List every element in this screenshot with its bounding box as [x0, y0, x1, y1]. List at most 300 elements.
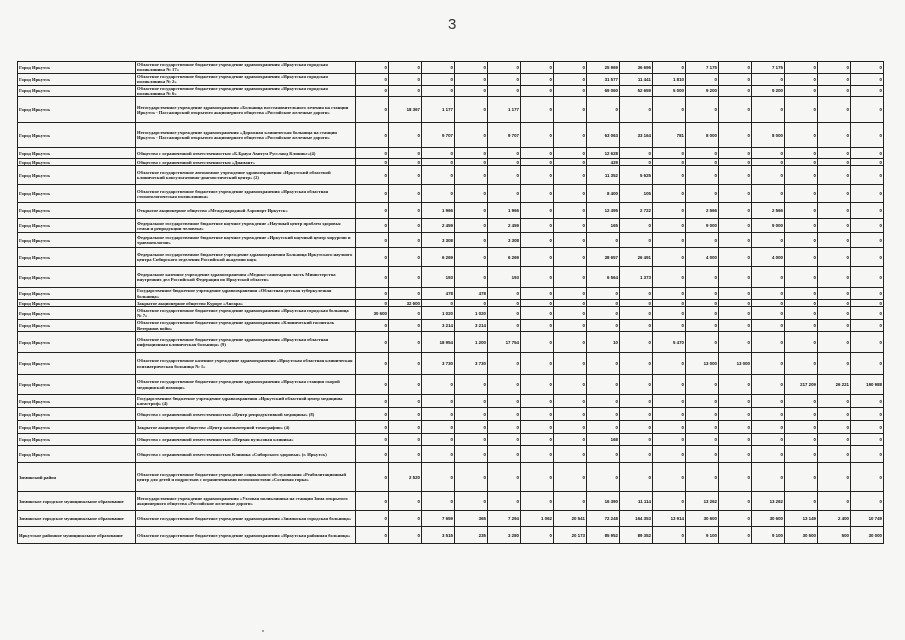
page-number: 3: [448, 16, 457, 33]
territory-cell: Город Иркутск: [18, 97, 136, 123]
value-cell: 0: [719, 463, 752, 492]
territory-cell: Зиминское городское муниципальное образование: [18, 511, 136, 527]
value-cell: 20 541: [554, 511, 587, 527]
value-cell: 0: [587, 463, 620, 492]
table-row: [18, 421, 884, 434]
value-cell: 0: [851, 62, 884, 74]
value-cell: 0: [521, 62, 554, 74]
value-cell: 17 754: [488, 332, 521, 353]
value-cell: 0: [719, 511, 752, 527]
value-cell: 0: [752, 463, 785, 492]
value-cell: 7 175: [752, 62, 785, 74]
value-cell: 0: [785, 166, 818, 185]
value-cell: 0: [455, 300, 488, 307]
value-cell: 0: [653, 166, 686, 185]
value-cell: 0: [653, 159, 686, 166]
value-cell: 0: [356, 375, 389, 395]
territory-cell: Город Иркутск: [18, 307, 136, 320]
territory-cell: Город Иркутск: [18, 353, 136, 375]
value-cell: 0: [521, 408, 554, 421]
value-cell: 13 000: [686, 353, 719, 375]
value-cell: 9 000: [686, 219, 719, 233]
value-cell: 0: [851, 73, 884, 85]
value-cell: 0: [554, 248, 587, 267]
value-cell: 0: [455, 408, 488, 421]
value-cell: 0: [422, 463, 455, 492]
value-cell: 0: [422, 446, 455, 463]
organization-cell: Общество с ограниченной ответственностью «Центр репродуктивной медицины» (8): [136, 408, 356, 421]
value-cell: 0: [620, 434, 653, 446]
table-row: [18, 62, 884, 74]
value-cell: 0: [554, 185, 587, 203]
organization-cell: Областное государственное бюджетное учреждение социального обслуживания «Реабилитационный центр для детей и подростков с ограниченными возможностями «Сосновая горка»: [136, 463, 356, 492]
value-cell: 0: [488, 434, 521, 446]
value-cell: 0: [455, 73, 488, 85]
value-cell: 0: [785, 248, 818, 267]
value-cell: 0: [356, 434, 389, 446]
value-cell: 0: [455, 159, 488, 166]
value-cell: 0: [653, 203, 686, 219]
value-cell: 0: [818, 307, 851, 320]
value-cell: 30 600: [752, 511, 785, 527]
value-cell: 2 722: [620, 203, 653, 219]
value-cell: 0: [521, 73, 554, 85]
value-cell: 0: [752, 148, 785, 159]
value-cell: 0: [785, 463, 818, 492]
value-cell: 0: [719, 248, 752, 267]
value-cell: 0: [422, 148, 455, 159]
value-cell: 0: [554, 421, 587, 434]
value-cell: 11 114: [620, 492, 653, 511]
territory-cell: Город Иркутск: [18, 185, 136, 203]
value-cell: 1 020: [455, 307, 488, 320]
value-cell: 0: [719, 62, 752, 74]
organization-cell: Федеральное государственное бюджетное научное учреждение «Иркутский научный центр хирургии и травматологии»: [136, 233, 356, 248]
value-cell: 0: [554, 332, 587, 353]
value-cell: 0: [785, 159, 818, 166]
value-cell: 165: [587, 219, 620, 233]
table-row: [18, 353, 884, 375]
value-cell: 0: [653, 62, 686, 74]
value-cell: 0: [587, 375, 620, 395]
value-cell: 0: [389, 73, 422, 85]
value-cell: 0: [686, 185, 719, 203]
value-cell: 0: [488, 166, 521, 185]
value-cell: 0: [818, 288, 851, 300]
value-cell: 0: [719, 332, 752, 353]
value-cell: 0: [620, 300, 653, 307]
organization-cell: Государственное бюджетное учреждение здравоохранения «Иркутский областной центр медицины катастроф» (4): [136, 395, 356, 408]
table-row: [18, 463, 884, 492]
organization-cell: Общество с ограниченной ответственностью «Диамант»: [136, 159, 356, 166]
value-cell: 0: [686, 332, 719, 353]
value-cell: 13 149: [785, 511, 818, 527]
value-cell: 0: [554, 267, 587, 288]
value-cell: 0: [719, 85, 752, 97]
value-cell: 0: [719, 166, 752, 185]
value-cell: 0: [719, 97, 752, 123]
value-cell: 0: [686, 267, 719, 288]
organization-cell: Федеральное казенное учреждение здравоохранения «Медико-санитарная часть Министерства внутренних дел Российской Федерации по Иркутской области»: [136, 267, 356, 288]
value-cell: 0: [653, 421, 686, 434]
value-cell: 105: [620, 185, 653, 203]
value-cell: 0: [389, 307, 422, 320]
value-cell: 0: [389, 527, 422, 544]
table-row: [18, 73, 884, 85]
value-cell: 0: [818, 353, 851, 375]
territory-cell: Город Иркутск: [18, 408, 136, 421]
value-cell: 0: [389, 123, 422, 148]
value-cell: 9 100: [686, 527, 719, 544]
value-cell: 0: [554, 288, 587, 300]
table-row: [18, 185, 884, 203]
value-cell: 0: [389, 148, 422, 159]
value-cell: 0: [851, 219, 884, 233]
value-cell: 20 173: [554, 527, 587, 544]
value-cell: 0: [356, 73, 389, 85]
value-cell: 0: [851, 233, 884, 248]
value-cell: 164 353: [620, 511, 653, 527]
value-cell: 0: [653, 219, 686, 233]
value-cell: 0: [818, 248, 851, 267]
value-cell: 0: [356, 300, 389, 307]
value-cell: 235: [455, 527, 488, 544]
value-cell: 0: [356, 421, 389, 434]
territory-cell: Город Иркутск: [18, 332, 136, 353]
value-cell: 0: [356, 185, 389, 203]
value-cell: 72 248: [587, 511, 620, 527]
organization-cell: Общество с ограниченной ответственностью «Первая пульсовая клиника»: [136, 434, 356, 446]
value-cell: 0: [455, 148, 488, 159]
value-cell: 0: [752, 166, 785, 185]
value-cell: 0: [653, 320, 686, 332]
value-cell: 0: [719, 233, 752, 248]
value-cell: 0: [521, 233, 554, 248]
value-cell: 10 749: [851, 511, 884, 527]
value-cell: 3 280: [488, 527, 521, 544]
value-cell: 0: [356, 288, 389, 300]
value-cell: 0: [851, 446, 884, 463]
value-cell: 5 000: [653, 85, 686, 97]
value-cell: 0: [752, 446, 785, 463]
value-cell: 0: [356, 166, 389, 185]
value-cell: 0: [422, 421, 455, 434]
value-cell: 30 600: [356, 307, 389, 320]
value-cell: 0: [587, 97, 620, 123]
value-cell: 0: [554, 97, 587, 123]
value-cell: 5 625: [620, 166, 653, 185]
value-cell: 0: [818, 159, 851, 166]
value-cell: 0: [554, 463, 587, 492]
value-cell: 0: [752, 307, 785, 320]
value-cell: 0: [356, 219, 389, 233]
value-cell: 69 060: [587, 85, 620, 97]
value-cell: 0: [818, 233, 851, 248]
territory-cell: Город Иркутск: [18, 421, 136, 434]
value-cell: 0: [719, 527, 752, 544]
value-cell: 0: [851, 123, 884, 148]
territory-cell: Город Иркутск: [18, 395, 136, 408]
value-cell: 0: [653, 375, 686, 395]
value-cell: 0: [488, 288, 521, 300]
value-cell: 0: [752, 185, 785, 203]
value-cell: 0: [719, 123, 752, 148]
value-cell: 0: [389, 353, 422, 375]
value-cell: 0: [521, 159, 554, 166]
value-cell: 0: [554, 446, 587, 463]
value-cell: 0: [752, 375, 785, 395]
value-cell: 0: [554, 203, 587, 219]
value-cell: 0: [851, 307, 884, 320]
value-cell: 5 470: [653, 332, 686, 353]
value-cell: 0: [554, 434, 587, 446]
value-cell: 0: [521, 288, 554, 300]
value-cell: 0: [851, 353, 884, 375]
value-cell: 0: [554, 85, 587, 97]
value-cell: 0: [455, 166, 488, 185]
value-cell: 52 659: [620, 85, 653, 97]
value-cell: 0: [818, 85, 851, 97]
value-cell: 0: [455, 85, 488, 97]
value-cell: 478: [422, 288, 455, 300]
value-cell: 0: [521, 353, 554, 375]
value-cell: 217 209: [785, 375, 818, 395]
territory-cell: Город Иркутск: [18, 233, 136, 248]
value-cell: 3 515: [422, 527, 455, 544]
value-cell: 0: [422, 408, 455, 421]
value-cell: 36 696: [620, 62, 653, 74]
value-cell: 0: [686, 148, 719, 159]
value-cell: 0: [686, 463, 719, 492]
value-cell: 0: [719, 421, 752, 434]
value-cell: 0: [653, 148, 686, 159]
value-cell: 0: [686, 434, 719, 446]
value-cell: 0: [554, 148, 587, 159]
value-cell: 0: [389, 248, 422, 267]
value-cell: 0: [554, 300, 587, 307]
value-cell: 0: [686, 408, 719, 421]
value-cell: 0: [488, 492, 521, 511]
value-cell: 0: [785, 185, 818, 203]
value-cell: 0: [785, 320, 818, 332]
value-cell: 0: [554, 219, 587, 233]
value-cell: 0: [455, 492, 488, 511]
value-cell: 0: [785, 123, 818, 148]
value-cell: 9 707: [422, 123, 455, 148]
value-cell: 0: [389, 166, 422, 185]
value-cell: 0: [521, 446, 554, 463]
territory-cell: Город Иркутск: [18, 123, 136, 148]
value-cell: 0: [620, 97, 653, 123]
value-cell: 13 914: [653, 511, 686, 527]
value-cell: 0: [719, 492, 752, 511]
value-cell: 0: [488, 421, 521, 434]
table-row: [18, 203, 884, 219]
value-cell: 0: [818, 267, 851, 288]
value-cell: 0: [785, 434, 818, 446]
table-row: [18, 395, 884, 408]
value-cell: 0: [455, 97, 488, 123]
value-cell: 0: [389, 408, 422, 421]
value-cell: 0: [752, 233, 785, 248]
organization-cell: Областное государственное автономное учреждение здравоохранения «Иркутский областной клинический консультативно-диагностический центр» (2): [136, 166, 356, 185]
value-cell: 0: [488, 148, 521, 159]
value-cell: 0: [488, 85, 521, 97]
value-cell: 0: [422, 166, 455, 185]
organization-cell: Областное государственное бюджетное учреждение здравоохранения «Иркутская городская поликлиника № 6»: [136, 85, 356, 97]
value-cell: 0: [455, 375, 488, 395]
territory-cell: Город Иркутск: [18, 375, 136, 395]
territory-cell: Город Иркутск: [18, 288, 136, 300]
value-cell: 0: [818, 185, 851, 203]
organization-cell: Областное государственное бюджетное учреждение здравоохранения «Иркутская станция скорой медицинской помощи»: [136, 375, 356, 395]
value-cell: 0: [554, 320, 587, 332]
value-cell: 0: [785, 85, 818, 97]
territory-cell: Зиминский район: [18, 463, 136, 492]
value-cell: 0: [356, 123, 389, 148]
value-cell: 33 164: [620, 123, 653, 148]
value-cell: 0: [752, 421, 785, 434]
value-cell: 0: [455, 248, 488, 267]
value-cell: 0: [389, 492, 422, 511]
value-cell: 0: [851, 288, 884, 300]
value-cell: 89 352: [620, 527, 653, 544]
table-row: [18, 408, 884, 421]
value-cell: 0: [785, 307, 818, 320]
value-cell: 0: [455, 185, 488, 203]
value-cell: 0: [554, 123, 587, 148]
value-cell: 0: [488, 62, 521, 74]
value-cell: 9 707: [488, 123, 521, 148]
value-cell: 0: [620, 148, 653, 159]
value-cell: 0: [554, 395, 587, 408]
value-cell: 0: [521, 421, 554, 434]
value-cell: 0: [851, 203, 884, 219]
value-cell: 18 367: [389, 97, 422, 123]
table-row: [18, 375, 884, 395]
value-cell: 0: [719, 408, 752, 421]
value-cell: 0: [818, 446, 851, 463]
value-cell: 0: [785, 492, 818, 511]
value-cell: 0: [356, 320, 389, 332]
organization-cell: Закрытое акционерное общество «Центр компьютерной томографии» (4): [136, 421, 356, 434]
value-cell: 168: [587, 434, 620, 446]
value-cell: 0: [785, 446, 818, 463]
value-cell: 30 000: [851, 527, 884, 544]
value-cell: 0: [653, 527, 686, 544]
value-cell: 0: [389, 62, 422, 74]
value-cell: 0: [818, 300, 851, 307]
value-cell: 0: [719, 267, 752, 288]
value-cell: 0: [686, 395, 719, 408]
organization-cell: Областное государственное бюджетное учреждение здравоохранения «Иркутская областная инфекционная клиническая больница» (9): [136, 332, 356, 353]
value-cell: 2 566: [686, 203, 719, 219]
value-cell: 0: [356, 85, 389, 97]
value-cell: 0: [653, 248, 686, 267]
value-cell: 0: [653, 353, 686, 375]
value-cell: 0: [851, 421, 884, 434]
value-cell: 0: [785, 267, 818, 288]
value-cell: 0: [785, 203, 818, 219]
value-cell: 0: [587, 353, 620, 375]
value-cell: 0: [455, 446, 488, 463]
value-cell: 0: [587, 408, 620, 421]
territory-cell: Иркутское районное муниципальное образование: [18, 527, 136, 544]
value-cell: 0: [785, 73, 818, 85]
value-cell: 0: [488, 307, 521, 320]
value-cell: 0: [356, 492, 389, 511]
value-cell: 32 600: [389, 300, 422, 307]
organization-cell: Областное государственное бюджетное учреждение здравоохранения «Иркутская районная больница»: [136, 527, 356, 544]
value-cell: 6 564: [587, 267, 620, 288]
value-cell: 0: [389, 233, 422, 248]
value-cell: 0: [653, 288, 686, 300]
value-cell: 0: [389, 332, 422, 353]
value-cell: 0: [818, 166, 851, 185]
table-row: [18, 492, 884, 511]
organization-cell: Негосударственное учреждение здравоохранения «Больница восстановительного лечения на станции Иркутск - Пассажирский открытого акционерного общества «Российские железные дороги»: [136, 97, 356, 123]
value-cell: 0: [356, 527, 389, 544]
value-cell: 13 262: [686, 492, 719, 511]
value-cell: 0: [851, 267, 884, 288]
table-row: [18, 332, 884, 353]
data-table: [17, 61, 884, 544]
value-cell: 2 459: [422, 219, 455, 233]
value-cell: 0: [521, 248, 554, 267]
value-cell: 0: [653, 307, 686, 320]
value-cell: 193: [422, 267, 455, 288]
value-cell: 0: [719, 73, 752, 85]
value-cell: 0: [653, 185, 686, 203]
value-cell: 0: [521, 185, 554, 203]
value-cell: 0: [422, 159, 455, 166]
territory-cell: Зиминское городское муниципальное образование: [18, 492, 136, 511]
table-row: [18, 97, 884, 123]
value-cell: 0: [554, 62, 587, 74]
value-cell: 4 000: [686, 248, 719, 267]
value-cell: 0: [686, 320, 719, 332]
value-cell: 0: [719, 159, 752, 166]
value-cell: 0: [389, 219, 422, 233]
territory-cell: Город Иркутск: [18, 300, 136, 307]
value-cell: 500: [818, 527, 851, 544]
value-cell: 12 628: [587, 148, 620, 159]
value-cell: 0: [587, 421, 620, 434]
value-cell: 0: [554, 492, 587, 511]
value-cell: 0: [521, 320, 554, 332]
table-row: [18, 307, 884, 320]
value-cell: 0: [389, 288, 422, 300]
value-cell: 0: [818, 62, 851, 74]
value-cell: 0: [818, 421, 851, 434]
territory-cell: Город Иркутск: [18, 73, 136, 85]
value-cell: 0: [653, 267, 686, 288]
value-cell: 0: [752, 395, 785, 408]
value-cell: 0: [521, 332, 554, 353]
value-cell: 0: [488, 408, 521, 421]
table-row: [18, 320, 884, 332]
value-cell: 8 000: [752, 123, 785, 148]
value-cell: 0: [455, 62, 488, 74]
value-cell: 0: [785, 62, 818, 74]
value-cell: 0: [653, 434, 686, 446]
value-cell: 9 200: [752, 85, 785, 97]
value-cell: 0: [653, 395, 686, 408]
value-cell: 0: [818, 408, 851, 421]
value-cell: 0: [818, 148, 851, 159]
value-cell: 0: [653, 408, 686, 421]
value-cell: 0: [752, 97, 785, 123]
